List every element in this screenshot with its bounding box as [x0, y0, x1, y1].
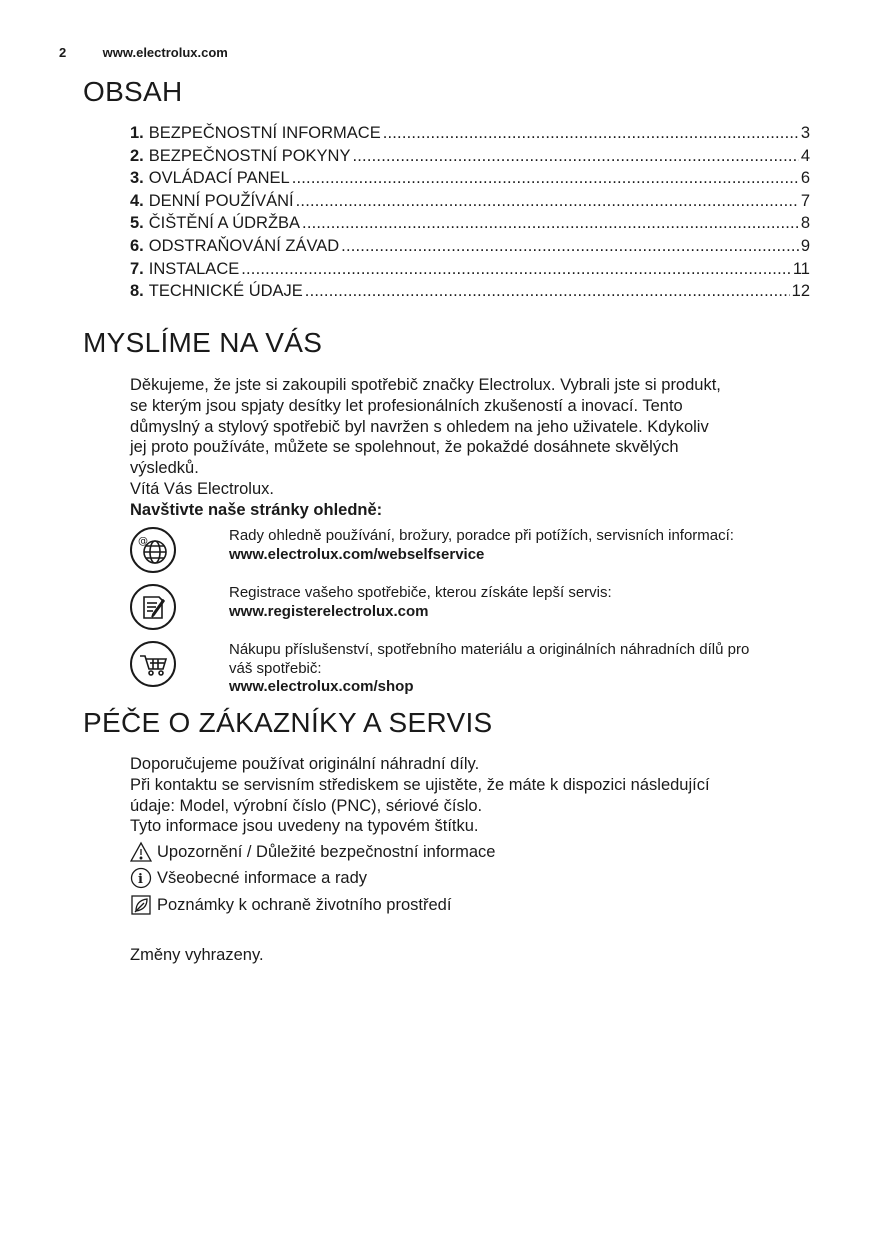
- table-of-contents: [130, 124, 810, 305]
- toc-item-technical-data[interactable]: 8. TECHNICKÉ ÚDAJE ..... 12: [130, 282, 810, 305]
- globe-icon: [130, 527, 176, 573]
- register-link[interactable]: www.registerelectrolux.com: [229, 602, 429, 620]
- visit-label: Navštivte naše stránky ohledně:: [130, 500, 383, 519]
- webselfservice-link[interactable]: www.electrolux.com/webselfservice: [229, 545, 485, 563]
- toc-title: OBSAH: [83, 76, 183, 107]
- toc-item-installation[interactable]: 7. INSTALACE ..... 11: [130, 260, 810, 283]
- toc-item-control-panel[interactable]: 3. OVLÁDACÍ PANEL ..... 6: [130, 169, 810, 192]
- customer-service-title: PÉČE O ZÁKAZNÍKY A SERVIS: [83, 707, 493, 738]
- page-number: 2: [59, 45, 67, 60]
- toc-item-troubleshooting[interactable]: 6. ODSTRAŇOVÁNÍ ZÁVAD ..... 9: [130, 237, 810, 260]
- registration-icon: [130, 584, 176, 630]
- toc-item-safety-info[interactable]: 1. BEZPEČNOSTNÍ INFORMACE ..... 3: [130, 124, 810, 147]
- toc-item-cleaning[interactable]: 5. ČIŠTĚNÍ A ÚDRŽBA ..... 8: [130, 214, 810, 237]
- shopping-cart-icon: [130, 641, 176, 687]
- service-paragraph: Doporučujeme používat originální náhradní díly. Při kontaktu se servisním střediskem se ujistěte, že máte k dispozici následující údaje: Model, výrobní číslo (PNC), sériové číslo. Tyto informace jsou uvedeny na typovém štítku.: [130, 755, 710, 836]
- website-link[interactable]: www.electrolux.com: [102, 45, 228, 60]
- intro-paragraph: Děkujeme, že jste si zakoupili spotřebič značky Electrolux. Vybrali jste si produkt, se kterým jsou spjaty desítky let profesionálních zkušeností a inovací. Tento důmyslný a stylový spotřebič byl navržen s ohledem na jeho uživatele. Kdykoliv jej proto používáte, můžete se spolehnout, že pokaždé dosáhnete skvělých výsledků. Vítá Vás Electrolux. Navštivte naše stránky ohledně:: [130, 375, 820, 521]
- changes-reserved: Změny vyhrazeny.: [130, 946, 264, 964]
- legend-info: i Všeobecné informace a rady: [130, 867, 367, 889]
- svg-text:@: @: [138, 536, 148, 547]
- environment-icon: [130, 894, 152, 916]
- toc-item-safety-instructions[interactable]: 2. BEZPEČNOSTNÍ POKYNY ..... 4: [130, 147, 810, 170]
- legend-environment: Poznámky k ochraně životního prostředí: [130, 894, 451, 916]
- shop-link[interactable]: www.electrolux.com/shop: [229, 678, 414, 695]
- thinking-of-you-title: MYSLÍME NA VÁS: [83, 327, 323, 358]
- info-icon: [130, 867, 152, 889]
- toc-item-daily-use[interactable]: 4. DENNÍ POUŽÍVÁNÍ ..... 7: [130, 192, 810, 215]
- legend-warning: Upozornění / Důležité bezpečnostní informace: [130, 841, 495, 863]
- warning-icon: [130, 841, 152, 863]
- page-header: [59, 45, 228, 60]
- svg-text:i: i: [138, 872, 143, 887]
